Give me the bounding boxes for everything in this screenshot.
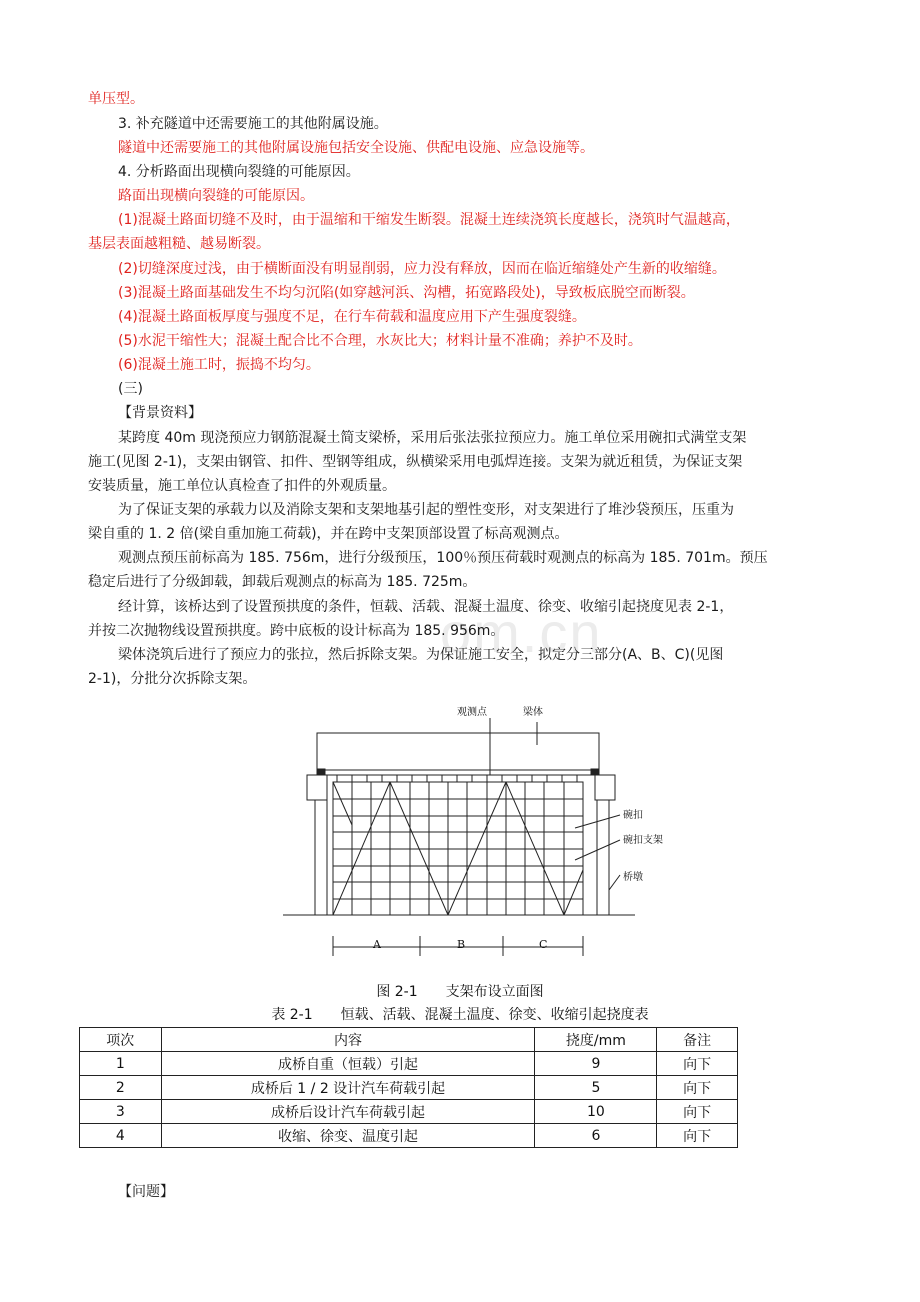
figure-caption: 图 2-1 支架布设立面图 <box>376 984 544 1000</box>
table-cell: 4 <box>80 1124 162 1148</box>
answer-4-item-5: (5)水泥干缩性大；混凝土配合比不合理，水灰比大；材料计量不准确；养护不及时。 <box>118 333 642 349</box>
bearing-right <box>591 769 599 775</box>
header-cell: 挠度/mm <box>535 1028 657 1052</box>
background-para-5-cont: 2-1)，分批分次拆除支架。 <box>88 671 257 687</box>
table-cell: 10 <box>535 1100 657 1124</box>
table-cell: 成桥自重（恒载）引起 <box>161 1052 535 1076</box>
answer-4-item-6: (6)混凝土施工时，振捣不均匀。 <box>118 357 320 373</box>
table-cell: 收缩、徐变、温度引起 <box>161 1124 535 1148</box>
label-bowl-frame: 碗扣支架 <box>623 835 663 846</box>
table-cell: 向下 <box>657 1100 738 1124</box>
table-cell: 成桥后 1 / 2 设计汽车荷载引起 <box>161 1076 535 1100</box>
header-cell: 内容 <box>161 1028 535 1052</box>
table-cell: 9 <box>535 1052 657 1076</box>
paragraph: 单压型。 <box>88 91 144 107</box>
table-row <box>80 1076 738 1100</box>
background-para-4: 经计算，该桥达到了设置预拱度的条件，恒载、活载、混凝土温度、徐变、收缩引起挠度见表 2-1， <box>118 599 734 615</box>
answer-4-item-4: (4)混凝土路面板厚度与强度不足，在行车荷载和温度应用下产生强度裂缝。 <box>118 309 586 325</box>
pier-left-cap <box>307 775 327 800</box>
label-bowl: 碗扣 <box>623 810 643 821</box>
background-para-5: 梁体浇筑后进行了预应力的张拉，然后拆除支架。为保证施工安全，拟定分三部分(A、B、C)(见图 <box>118 647 724 663</box>
table-caption: 表 2-1 恒载、活载、混凝土温度、徐变、收缩引起挠度表 <box>271 1007 649 1023</box>
beam-body <box>317 733 599 770</box>
question-4: 4. 分析路面出现横向裂缝的可能原因。 <box>118 164 360 180</box>
pier-right-cap <box>595 775 615 800</box>
table-header-row <box>80 1028 738 1052</box>
scaffold-elevation-figure <box>275 700 695 970</box>
table-cell: 向下 <box>657 1076 738 1100</box>
answer-3: 隧道中还需要施工的其他附属设施包括安全设施、供配电设施、应急设施等。 <box>118 140 594 156</box>
background-para-4-cont: 并按二次抛物线设置预拱度。跨中底板的设计标高为 185. 956m。 <box>88 623 505 639</box>
background-para-2: 为了保证支架的承载力以及消除支架和支架地基引起的塑性变形，对支架进行了堆沙袋预压，压重为 <box>118 502 734 518</box>
table-cell: 2 <box>80 1076 162 1100</box>
background-para-2-cont: 梁自重的 1. 2 倍(梁自重加施工荷载)，并在跨中支架顶部设置了标高观测点。 <box>88 526 569 542</box>
pier-right <box>597 800 609 915</box>
table-cell: 1 <box>80 1052 162 1076</box>
table-row <box>80 1052 738 1076</box>
question-3: 3. 补充隧道中还需要施工的其他附属设施。 <box>118 116 388 132</box>
pier-leader <box>609 875 620 890</box>
pier-left <box>315 800 327 915</box>
section-number: (三) <box>118 381 143 397</box>
answer-4-intro: 路面出现横向裂缝的可能原因。 <box>118 188 314 204</box>
answer-4-item-3: (3)混凝土路面基础发生不均匀沉陷(如穿越河浜、沟槽，拓宽路段处)，导致板底脱空而断裂。 <box>118 285 695 301</box>
table-row <box>80 1124 738 1148</box>
table-cell: 向下 <box>657 1052 738 1076</box>
answer-4-item-2: (2)切缝深度过浅，由于横断面没有明显削弱，应力没有释放，因而在临近缩缝处产生新的收缩缝。 <box>118 261 726 277</box>
deflection-table <box>79 1027 738 1148</box>
label-observe-point: 观测点 <box>457 707 487 718</box>
section-label-c: C <box>539 938 548 951</box>
background-heading: 【背景资料】 <box>118 405 202 421</box>
bowl-clamps <box>337 775 577 782</box>
background-para-1-cont: 安装质量，施工单位认真检查了扣件的外观质量。 <box>88 478 396 494</box>
background-para-1: 某跨度 40m 现浇预应力钢筋混凝土简支梁桥，采用后张法张拉预应力。施工单位采用碗扣式满堂支架 <box>118 430 747 446</box>
table-cell: 成桥后设计汽车荷载引起 <box>161 1100 535 1124</box>
background-para-3: 观测点预压前标高为 185. 756m，进行分级预压，100％预压荷载时观测点的标高为 185. 701m。预压 <box>118 550 768 566</box>
background-para-3-cont: 稳定后进行了分级卸载，卸载后观测点的标高为 185. 725m。 <box>88 574 477 590</box>
table-cell: 向下 <box>657 1124 738 1148</box>
table-cell: 5 <box>535 1076 657 1100</box>
table-cell: 3 <box>80 1100 162 1124</box>
label-pier: 桥墩 <box>623 872 643 883</box>
section-label-a: A <box>373 938 381 951</box>
questions-heading: 【问题】 <box>118 1184 174 1200</box>
watermark: om.cn <box>440 601 603 664</box>
answer-4-item-1: (1)混凝土路面切缝不及时，由于温缩和干缩发生断裂。混凝土连续浇筑长度越长，浇筑时气温越高， <box>118 212 740 228</box>
header-cell: 备注 <box>657 1028 738 1052</box>
table-cell: 6 <box>535 1124 657 1148</box>
bearing-left <box>317 769 325 775</box>
answer-4-item-1-cont: 基层表面越粗糙、越易断裂。 <box>88 236 270 252</box>
table-row <box>80 1100 738 1124</box>
section-label-b: B <box>457 938 466 951</box>
background-para-1-cont: 施工(见图 2-1)，支架由钢管、扣件、型钢等组成，纵横梁采用电弧焊连接。支架为就近租赁，为保证支架 <box>88 454 743 470</box>
label-beam: 梁体 <box>523 707 543 718</box>
header-cell: 项次 <box>80 1028 162 1052</box>
